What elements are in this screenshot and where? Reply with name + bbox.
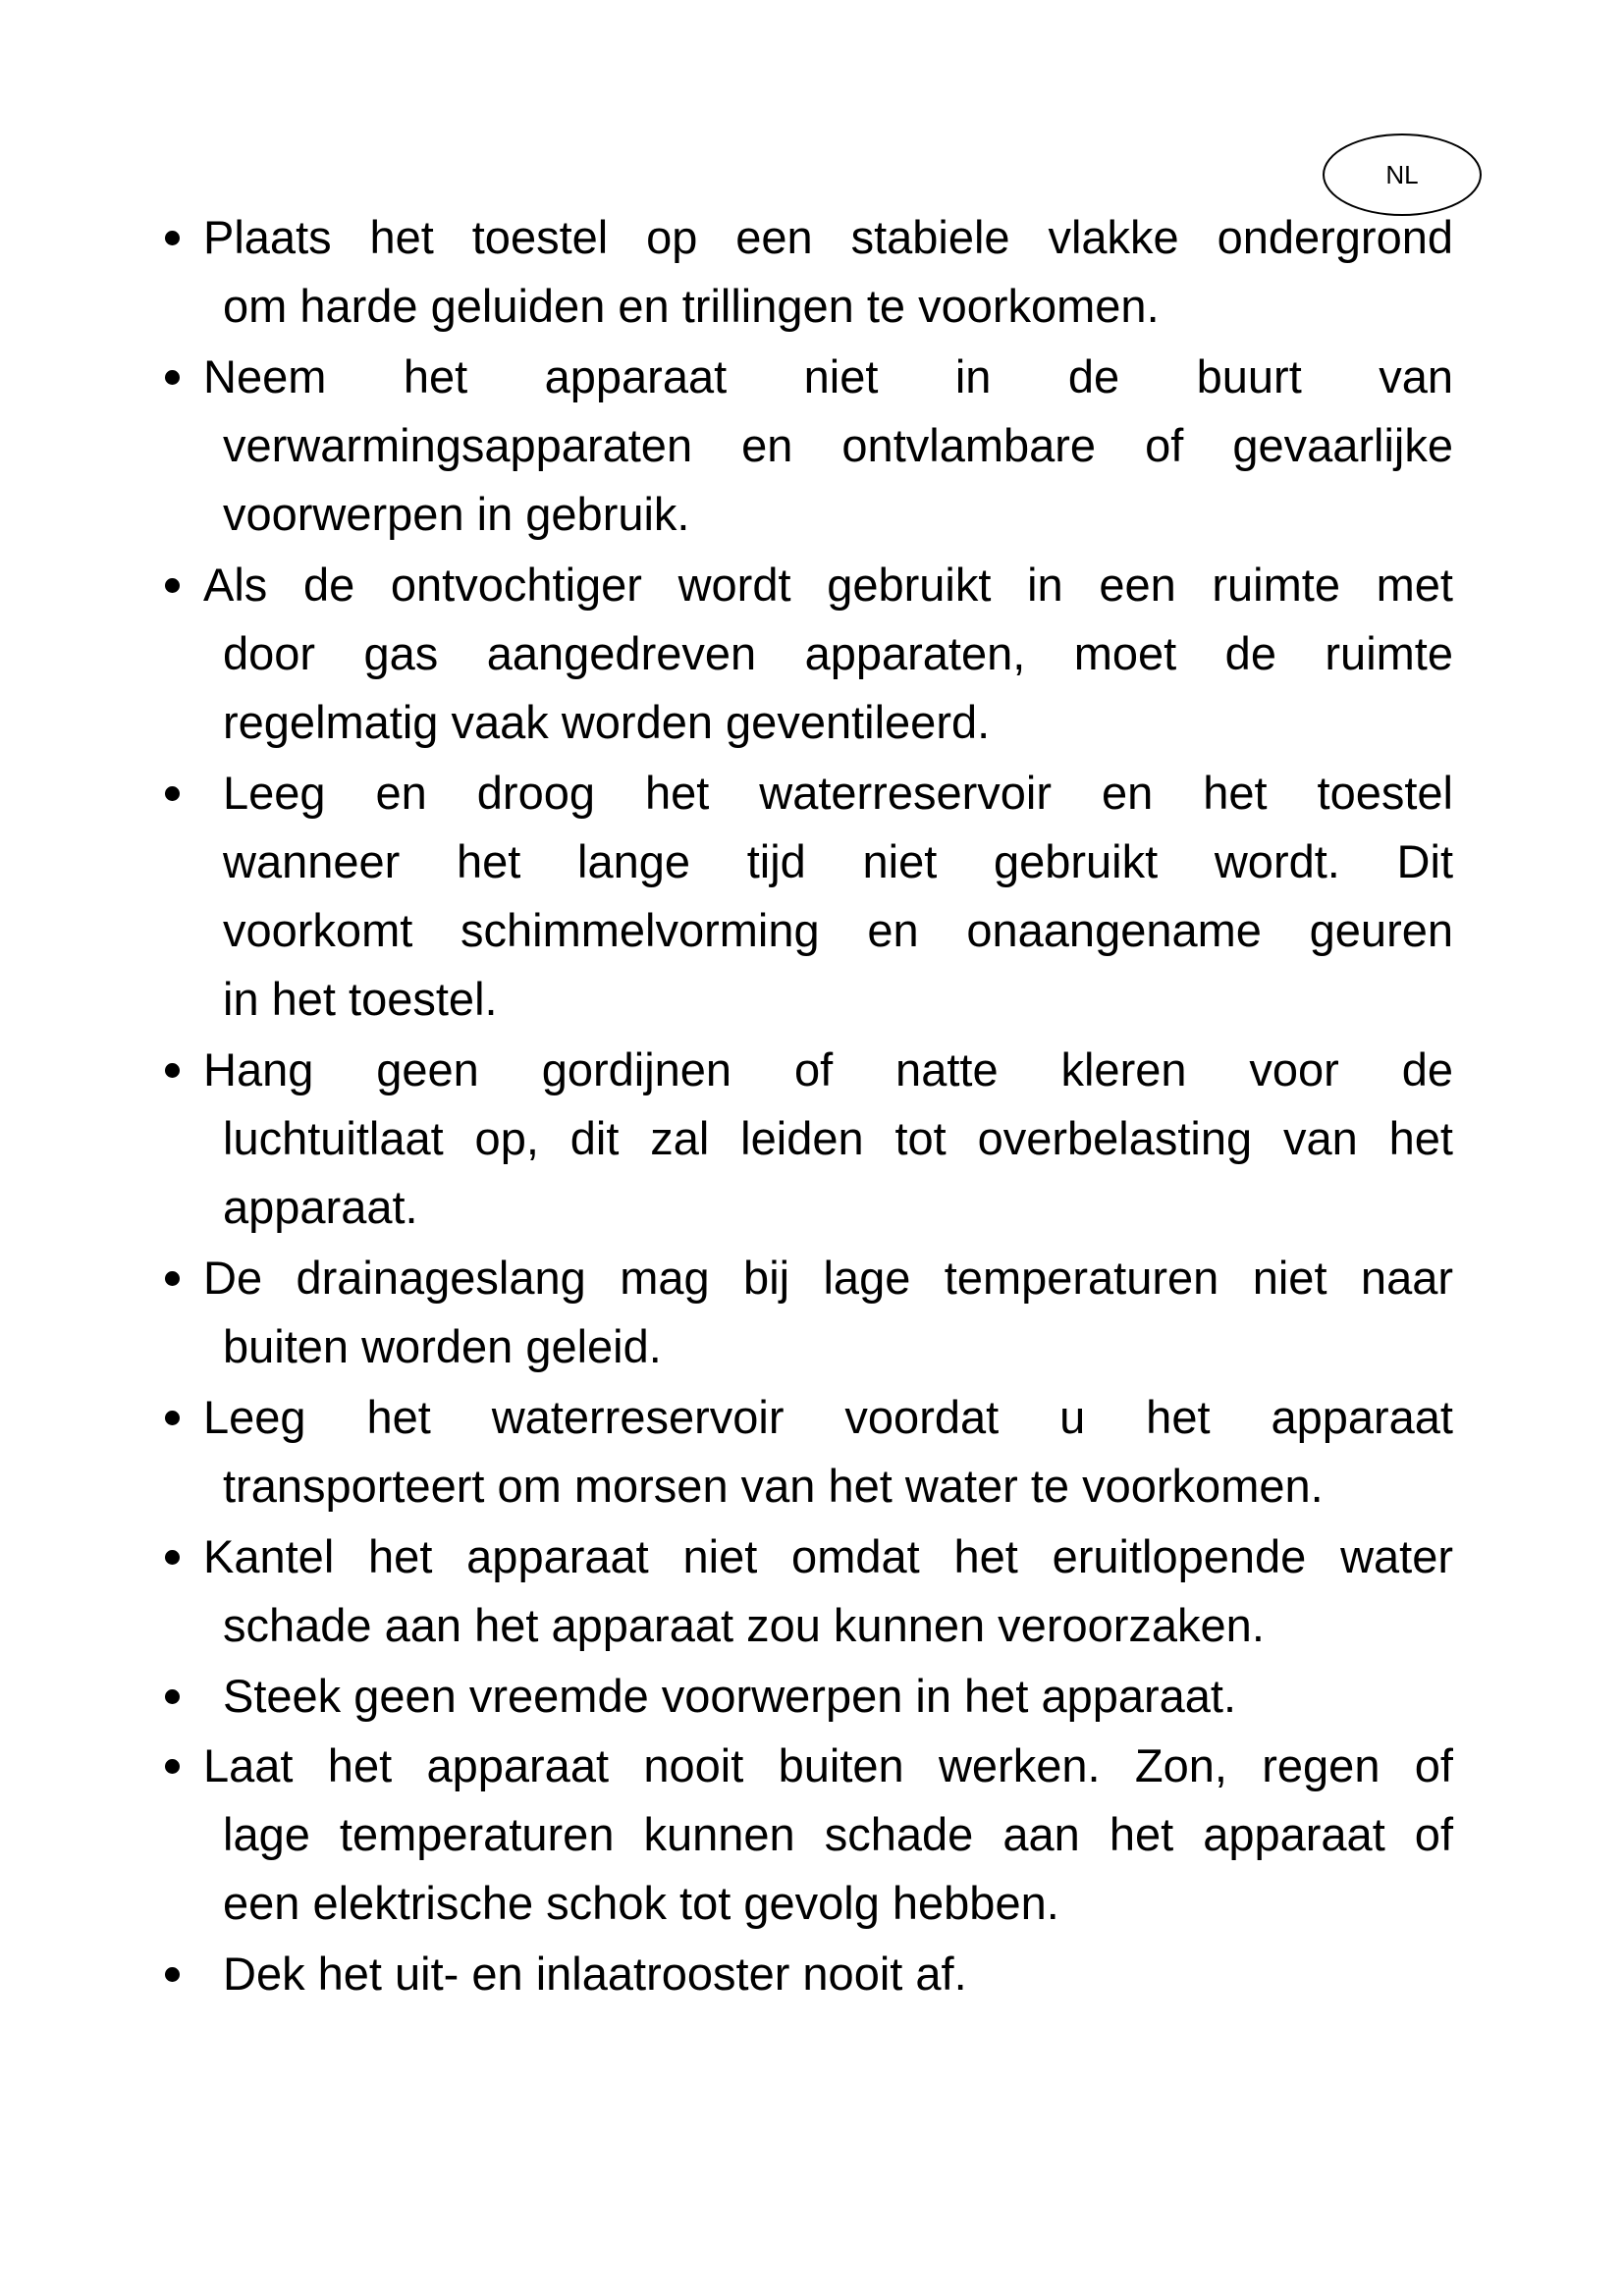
item-line: Als de ontvochtiger wordt gebruikt in een ruimte met <box>203 559 1453 611</box>
item-line: voorkomt schimmelvorming en onaangename geuren <box>223 904 1453 956</box>
item-line: Steek geen vreemde voorwerpen in het apparaat. <box>223 1670 1237 1722</box>
item-line: regelmatig vaak worden geventileerd. <box>223 696 991 748</box>
item-line: apparaat. <box>223 1181 418 1233</box>
item-line: De drainageslang mag bij lage temperaturen niet naar <box>203 1252 1453 1304</box>
bullet-icon <box>157 1244 187 1312</box>
bullet-icon <box>157 1940 187 2008</box>
bullet-icon <box>157 1662 187 1731</box>
item-line: Dek het uit- en inlaatrooster nooit af. <box>223 1948 967 2000</box>
item-line: buiten worden geleid. <box>223 1320 662 1372</box>
item-line: Leeg en droog het waterreservoir en het toestel <box>223 767 1453 819</box>
bullet-icon <box>157 1036 187 1104</box>
item-line: schade aan het apparaat zou kunnen veroorzaken. <box>223 1599 1265 1651</box>
item-line: Neem het apparaat niet in de buurt van <box>203 350 1453 402</box>
item-line: een elektrische schok tot gevolg hebben. <box>223 1877 1059 1929</box>
bullet-icon <box>157 1732 187 1800</box>
item-line: Kantel het apparaat niet omdat het eruitlopende water <box>203 1530 1453 1582</box>
item-line: wanneer het lange tijd niet gebruikt wordt. Dit <box>223 835 1453 887</box>
bullet-icon <box>157 1383 187 1452</box>
language-badge: NL <box>1323 133 1482 216</box>
item-line: om harde geluiden en trillingen te voorkomen. <box>223 280 1160 332</box>
item-line: Plaats het toestel op een stabiele vlakke ondergrond <box>203 211 1453 263</box>
bullet-icon <box>157 759 187 828</box>
item-line: luchtuitlaat op, dit zal leiden tot overbelasting van het <box>223 1112 1453 1164</box>
item-line: Hang geen gordijnen of natte kleren voor de <box>203 1043 1453 1095</box>
bullet-icon <box>157 1522 187 1591</box>
item-line: lage temperaturen kunnen schade aan het apparaat of <box>223 1808 1453 1860</box>
bullet-icon <box>157 203 187 272</box>
item-line: door gas aangedreven apparaten, moet de ruimte <box>223 627 1453 679</box>
item-line: voorwerpen in gebruik. <box>223 488 690 540</box>
item-line: Leeg het waterreservoir voordat u het apparaat <box>203 1391 1453 1443</box>
item-line: in het toestel. <box>223 973 498 1025</box>
bullet-icon <box>157 343 187 411</box>
item-line: transporteert om morsen van het water te voorkomen. <box>223 1460 1324 1512</box>
item-line: verwarmingsapparaten en ontvlambare of gevaarlijke <box>223 419 1453 471</box>
bullet-icon <box>157 551 187 619</box>
item-line: Laat het apparaat nooit buiten werken. Zon, regen of <box>203 1739 1453 1791</box>
